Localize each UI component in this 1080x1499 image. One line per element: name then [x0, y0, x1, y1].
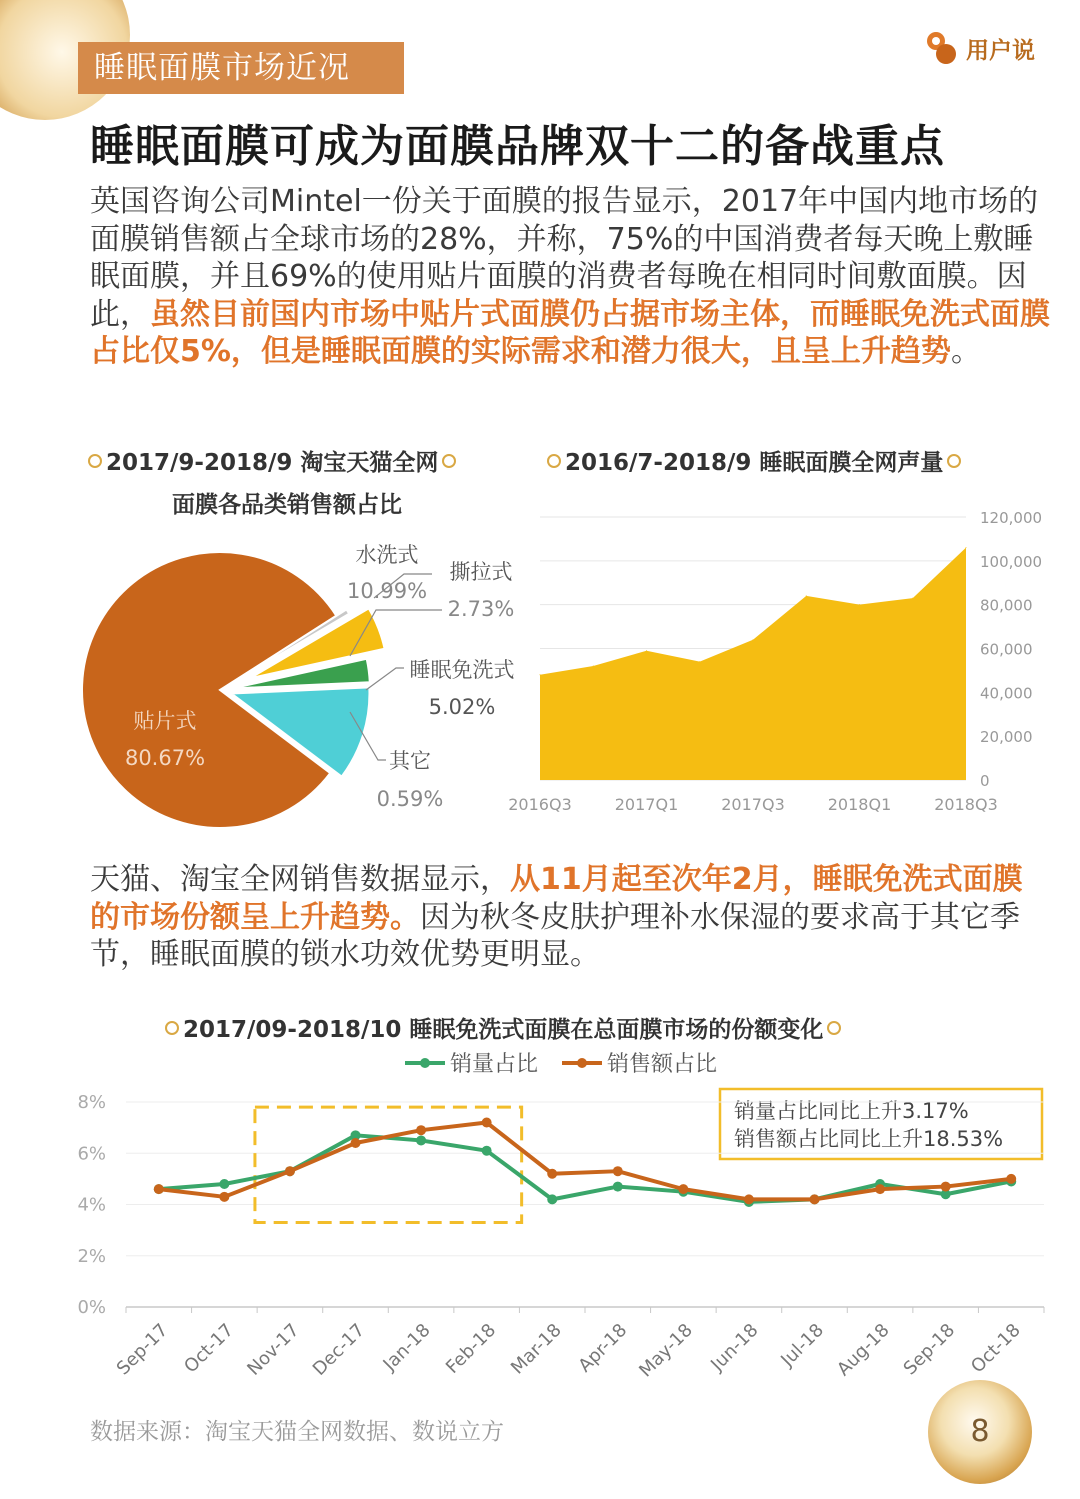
line-chart	[60, 1045, 1060, 1400]
y-tick-label: 4%	[77, 1194, 106, 1216]
area-chart-header	[543, 444, 965, 477]
intro-paragraph	[90, 183, 1050, 371]
x-tick-label: 2016Q3	[508, 795, 572, 814]
ring-icon	[547, 454, 561, 468]
page-number: 8	[970, 1414, 990, 1449]
ring-icon	[88, 454, 102, 468]
slice-value-other: 0.59%	[376, 787, 444, 811]
brand-name: 用户说	[966, 37, 1035, 64]
area-data-point	[646, 650, 647, 651]
data-point-revenue	[547, 1169, 557, 1179]
legend-marker-revenue	[577, 1058, 587, 1068]
slice-value-peel-off: 2.73%	[447, 597, 515, 621]
data-point-revenue	[482, 1118, 492, 1128]
section-tag: 睡眠面膜市场近况	[78, 42, 404, 94]
intro-highlight: 虽然目前国内市场中贴片式面膜仍占据市场主体，而睡眠免洗式面膜占比仅5%，但是睡眠面膜的实际需求和潜力很大，且呈上升趋势	[90, 296, 1050, 369]
y-tick-label: 6%	[77, 1143, 106, 1165]
ring-icon	[947, 454, 961, 468]
pie-header-text: 2017/9-2018/9 淘宝天猫全网	[106, 450, 439, 476]
area-header-text: 2016/7-2018/9 睡眠面膜全网声量	[565, 450, 944, 476]
sales-tail: 因为秋冬皮肤护理补水保湿的要求高于其它季节，睡眠面膜的锁水功效优势更明显。	[90, 899, 1020, 972]
data-point-revenue	[875, 1184, 885, 1194]
area-data-point	[806, 595, 807, 596]
area-data-point	[540, 674, 541, 675]
x-tick-label: Mar-18	[506, 1319, 566, 1379]
data-point-revenue	[744, 1194, 754, 1204]
y-tick-label: 40,000	[980, 684, 1033, 703]
slice-label-other: 其它	[389, 749, 431, 773]
data-source: 数据来源：淘宝天猫全网数据、数说立方	[90, 1419, 504, 1445]
annotation-line-1: 销量占比同比上升3.17%	[734, 1099, 969, 1123]
slice-label-sleeping: 睡眠免洗式	[409, 658, 515, 682]
x-tick-label: Nov-17	[243, 1319, 304, 1380]
data-point-revenue	[810, 1194, 820, 1204]
data-point-revenue	[941, 1182, 951, 1192]
slice-value-water-wash: 10.99%	[346, 579, 428, 603]
sales-text: 天猫、淘宝全网销售数据显示，	[90, 862, 510, 897]
area-data-point	[966, 547, 967, 548]
data-point-revenue	[678, 1184, 688, 1194]
line-header-text: 2017/09-2018/10 睡眠免洗式面膜在总面膜市场的份额变化	[183, 1017, 824, 1043]
y-tick-label: 120,000	[980, 509, 1043, 527]
x-tick-label: Oct-18	[967, 1319, 1025, 1378]
x-tick-label: Dec-17	[308, 1319, 370, 1380]
area-chart	[500, 495, 1060, 825]
ring-icon	[827, 1021, 841, 1035]
data-point-volume	[547, 1194, 557, 1204]
slice-label-peel-off: 撕拉式	[449, 560, 513, 584]
data-point-volume	[613, 1182, 623, 1192]
area-series	[540, 548, 966, 780]
data-point-revenue	[219, 1192, 229, 1202]
sales-highlight: 从11月起至次年2月，睡眠免洗式面膜的市场份额呈上升趋势。	[90, 862, 1023, 935]
x-tick-label: Sep-17	[112, 1319, 173, 1380]
ring-icon	[442, 454, 456, 468]
data-point-revenue	[416, 1125, 426, 1135]
ring-icon	[165, 1021, 179, 1035]
y-tick-label: 2%	[77, 1245, 106, 1267]
data-point-revenue	[285, 1166, 295, 1176]
x-tick-label: Feb-18	[441, 1319, 501, 1378]
slice-value-sleeping: 5.02%	[428, 695, 496, 719]
line-chart-header	[161, 1011, 845, 1044]
x-tick-label: Jun-18	[706, 1319, 763, 1376]
page-title: 睡眠面膜可成为面膜品牌双十二的备战重点	[90, 121, 945, 172]
x-tick-label: Aug-18	[833, 1319, 894, 1381]
area-data-point	[699, 661, 700, 662]
y-tick-label: 100,000	[980, 552, 1043, 571]
area-data-point	[753, 639, 754, 640]
data-point-revenue	[351, 1138, 361, 1148]
x-tick-label: Apr-18	[574, 1319, 632, 1377]
area-data-point	[859, 604, 860, 605]
area-data-point	[912, 598, 913, 599]
intro-tail: 。	[950, 334, 981, 369]
slice-label-sheet: 贴片式	[133, 709, 197, 733]
x-tick-label: Sep-18	[899, 1319, 960, 1380]
x-tick-label: 2017Q3	[721, 795, 785, 814]
data-point-revenue	[154, 1184, 164, 1194]
y-tick-label: 0	[980, 772, 990, 790]
x-tick-label: Jul-18	[777, 1319, 829, 1371]
leader-line	[366, 668, 404, 690]
y-tick-label: 60,000	[980, 640, 1033, 659]
pie-chart-title: 面膜各品类销售额占比	[172, 492, 402, 518]
y-tick-label: 8%	[77, 1092, 106, 1113]
slice-label-water-wash: 水洗式	[355, 543, 419, 567]
pie-chart-header	[84, 444, 460, 477]
data-point-volume	[219, 1179, 229, 1189]
area-data-point	[593, 666, 594, 667]
x-tick-label: Jan-18	[379, 1319, 435, 1375]
data-point-volume	[416, 1135, 426, 1145]
x-tick-label: 2018Q1	[827, 795, 892, 814]
data-point-revenue	[613, 1166, 623, 1176]
y-tick-label: 0%	[77, 1297, 106, 1318]
y-tick-label: 20,000	[980, 728, 1033, 747]
x-tick-label: 2017Q1	[614, 795, 679, 814]
data-point-revenue	[1006, 1174, 1016, 1184]
slice-value-sheet: 80.67%	[124, 746, 206, 770]
sales-paragraph	[90, 861, 1050, 974]
y-tick-label: 80,000	[980, 596, 1033, 615]
pie-chart	[60, 480, 540, 830]
brand-logo	[922, 28, 1035, 68]
x-tick-label: 2018Q3	[934, 795, 998, 814]
annotation-line-2: 销售额占比同比上升18.53%	[734, 1127, 1004, 1151]
brand-icon	[922, 29, 960, 67]
intro-text: 英国咨询公司Mintel一份关于面膜的报告显示，2017年中国内地市场的面膜销售额占全球市场的28%，并称，75%的中国消费者每天晚上敷睡眠面膜，并且69%的使用贴片面膜的消费者每晚在相同时间敷面膜。因此，	[90, 184, 1039, 332]
legend-label-volume: 销量占比	[450, 1052, 539, 1077]
data-point-volume	[482, 1146, 492, 1156]
x-tick-label: May-18	[635, 1319, 697, 1382]
legend-marker-volume	[420, 1058, 430, 1068]
legend-label-revenue: 销售额占比	[607, 1052, 718, 1077]
x-tick-label: Oct-17	[180, 1319, 238, 1378]
